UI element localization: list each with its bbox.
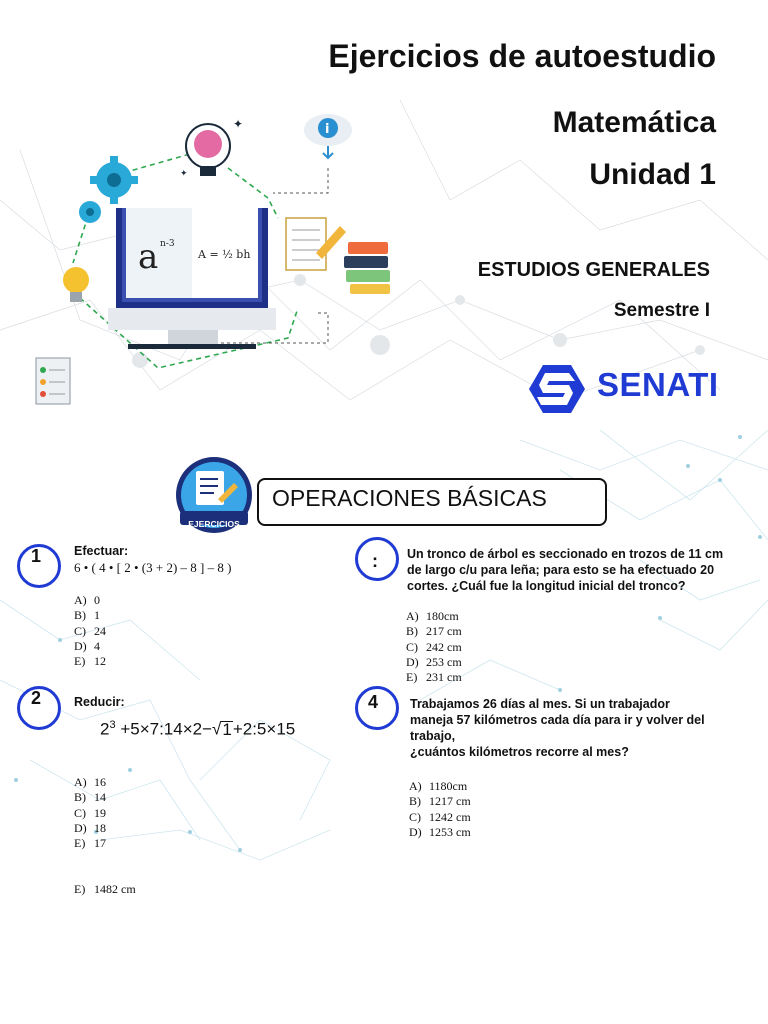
- svg-text:✦: ✦: [180, 169, 188, 179]
- option-value: 0: [94, 593, 100, 607]
- option-row: [406, 609, 462, 624]
- option-value: 1253 cm: [429, 824, 471, 839]
- svg-text:a: a: [138, 237, 159, 277]
- option-letter: D): [74, 820, 87, 835]
- brand-name: SENATI: [597, 366, 719, 403]
- unit-title: Unidad 1: [589, 158, 716, 191]
- option-value: 1: [94, 608, 100, 623]
- option-row: [409, 794, 471, 809]
- department-label: ESTUDIOS GENERALES: [477, 259, 710, 281]
- svg-text:i: i: [325, 122, 330, 137]
- option-letter: B): [74, 790, 86, 805]
- option-value: 24: [94, 623, 106, 638]
- option-value: 231 cm: [426, 670, 462, 685]
- option-letter: E): [74, 836, 86, 851]
- question-1-number: 1: [31, 546, 42, 566]
- option-letter: B): [409, 794, 421, 809]
- option-row: [406, 670, 462, 685]
- info-cloud-icon: [304, 114, 352, 158]
- option-row: [409, 779, 471, 794]
- option-letter: C): [406, 639, 418, 654]
- option-row: [74, 790, 106, 805]
- option-row: [406, 655, 462, 670]
- option-row: [406, 640, 462, 655]
- option-letter: A): [74, 775, 87, 789]
- option-letter: A): [406, 609, 419, 623]
- option-letter: D): [409, 824, 422, 839]
- option-value: 1180cm: [429, 779, 468, 793]
- svg-text:n-3: n-3: [160, 239, 175, 249]
- option-letter: C): [74, 805, 86, 820]
- subject-title: Matemática: [552, 106, 716, 139]
- option-value: 17: [94, 836, 106, 851]
- question-3-text-line: de largo c/u para leña; para esto se ha efectuado 20: [407, 563, 715, 577]
- option-row: [406, 624, 462, 639]
- question-2-expression: $2^3$ +5×7:14×2−√1+2:5×15: [100, 719, 296, 739]
- section-title: OPERACIONES BÁSICAS: [272, 485, 547, 511]
- option-value: 1242 cm: [429, 809, 471, 824]
- semester-label: Semestre I: [613, 300, 710, 321]
- monitor-icon: [108, 208, 276, 349]
- option-value: 180cm: [426, 609, 459, 623]
- exercises-badge-label: EJERCICIOS: [188, 519, 240, 529]
- option-value: 16: [94, 775, 106, 789]
- option-value: 242 cm: [426, 639, 462, 654]
- option-letter: E): [74, 882, 86, 896]
- option-value: 12: [94, 654, 106, 669]
- gear-icon: [90, 156, 138, 204]
- option-letter: E): [74, 654, 86, 669]
- question-4-number: 4: [368, 692, 379, 712]
- question-3-text-line: Un tronco de árbol es seccionado en trozos de 11 cm: [407, 547, 724, 561]
- question-4-text-line: trabajo,: [410, 729, 456, 743]
- svg-text:✦: ✦: [233, 117, 244, 131]
- option-row: [74, 836, 106, 851]
- option-row: [74, 608, 106, 623]
- option-letter: D): [74, 638, 87, 653]
- question-4-text-line: maneja 57 kilómetros cada día para ir y volver del: [410, 713, 705, 727]
- question-3-text-line: cortes. ¿Cuál fue la longitud inicial del tronco?: [407, 579, 686, 593]
- option-value: 217 cm: [426, 624, 462, 639]
- option-value: 14: [94, 790, 106, 805]
- option-row: [74, 593, 106, 608]
- question-4-text-line: Trabajamos 26 días al mes. Si un trabajador: [410, 697, 670, 711]
- option-value: 253 cm: [426, 654, 462, 669]
- option-row: [409, 810, 471, 825]
- option-letter: C): [409, 809, 421, 824]
- option-row: [74, 624, 106, 639]
- option-row: [74, 821, 106, 836]
- option-row: [409, 825, 471, 840]
- question-3-number: :: [372, 551, 378, 571]
- option-letter: B): [74, 608, 86, 623]
- education-illustration: [28, 108, 398, 408]
- lightbulb-icon: [63, 267, 89, 302]
- small-gear-icon: [79, 201, 101, 223]
- option-letter: C): [74, 623, 86, 638]
- option-row: [74, 639, 106, 654]
- senati-logo-icon: [529, 363, 585, 415]
- checklist-icon: [36, 358, 70, 404]
- stray-option-row: [74, 882, 136, 897]
- option-letter: A): [409, 779, 422, 793]
- notepad-icon: [286, 218, 346, 270]
- option-letter: A): [74, 593, 87, 607]
- option-value: 19: [94, 805, 106, 820]
- brain-bulb-icon: [180, 117, 243, 179]
- question-1-heading: Efectuar:: [74, 544, 129, 558]
- option-row: [74, 775, 106, 790]
- question-1-expression: 6 • ( 4 • [ 2 • (3 + 2) – 8 ] – 8 ): [74, 560, 232, 575]
- books-icon: [344, 242, 390, 294]
- option-letter: B): [406, 624, 418, 639]
- option-row: [74, 654, 106, 669]
- question-4-text-line: ¿cuántos kilómetros recorre al mes?: [410, 745, 629, 759]
- option-value: 4: [94, 638, 100, 653]
- page-title: Ejercicios de autoestudio: [328, 38, 716, 74]
- option-row: [74, 806, 106, 821]
- option-value: 18: [94, 820, 106, 835]
- option-value: 1217 cm: [429, 794, 471, 809]
- question-2-heading: Reducir:: [74, 695, 125, 709]
- svg-text:A = ½ bh: A = ½ bh: [198, 248, 251, 261]
- question-2-number: 2: [31, 688, 42, 708]
- option-letter: D): [406, 654, 419, 669]
- option-value: 1482 cm: [94, 882, 136, 896]
- option-letter: E): [406, 670, 418, 685]
